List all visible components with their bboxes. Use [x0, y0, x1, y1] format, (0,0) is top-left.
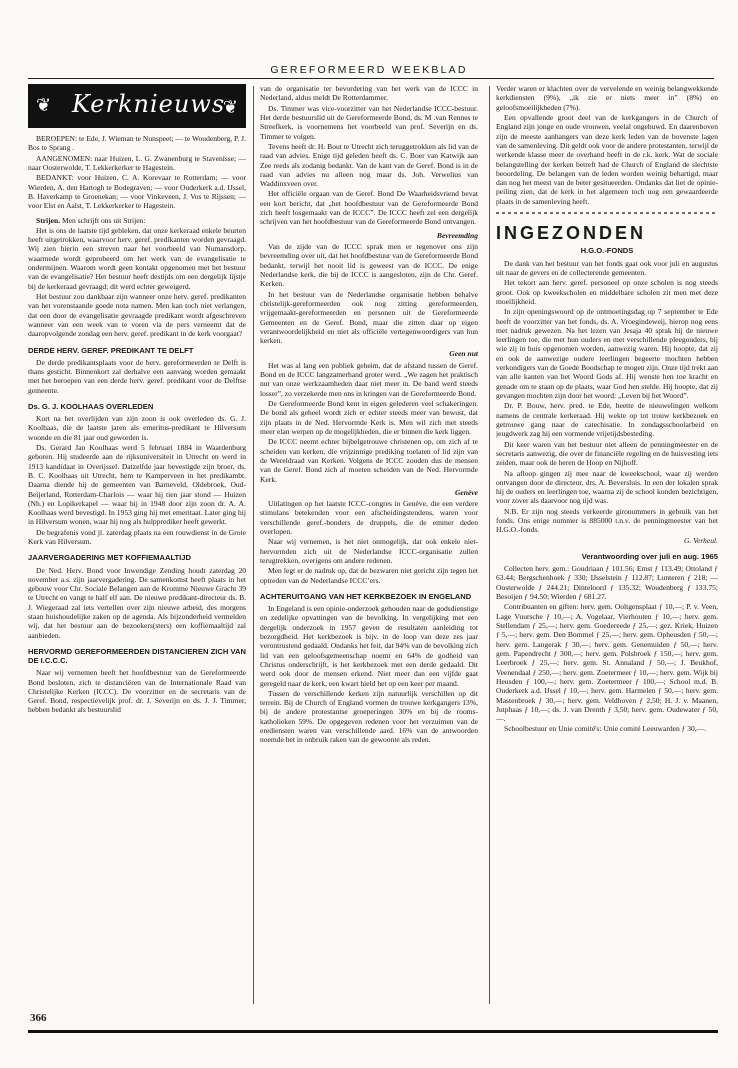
section-heading: JAARVERGADERING MET KOFFIEMAALTIJD	[28, 553, 191, 563]
paragraph	[28, 216, 246, 225]
paragraph: Tevens heeft dr. H. Bout te Utrecht zich teruggetrokken als lid van de raad van advies. Enige tijd geleden heeft ds. C. Boer van Katwijk aan Zee reeds als zodanig bedankt. Van de kant van de Geref. Bond is in de raad van advies nu alleen nog maar ds. Joh. Verwelius van Waddinxveen over.	[260, 141, 478, 189]
page-number: 366	[30, 1012, 47, 1024]
paragraph: Collecten herv. gem.: Goudriaan ƒ 101.56; Emst ƒ 113.49; Ottoland ƒ 63.44; Bergschenhoek ƒ 330; IJsselstein ƒ 112.87; Lunteren ƒ 218; — Oosterwolde ƒ 244.21; Dinteloord ƒ 135.32; Woudenberg ƒ 133.75; Besoijen ƒ 94.50; Wierden ƒ 681.27.	[496, 564, 718, 602]
paragraph: Dr. P. Bouw, herv. pred. te Ede, heette de nieuwelingen welkom namens de centrale kerkeraad. Hij wekte op tot trouw kerkbezoek en getrouwe gang naar de catechisatie. In zondagsschoolarbeid en jeugdwerk zag hij een vormende vrijetijdsbesteding.	[496, 401, 718, 439]
subheading: Geen nut	[449, 349, 478, 359]
paragraph: In Engeland is een opinie-onderzoek gehouden naar de godsdienstige en zedelijke opvattingen van de bevolking. In vergelijking met een dergelijk onderzoek in 1957 geven de resultaten aanleiding tot bezorgdheid. Het kerkbezoek is bijv. in de loop van deze zes jaar verontrustend gedaald. Ondanks het feit, dat 94% van de bevolking zich lid van een geloofsgemeenschap noemt en 64% de godheid van Christus onderschrijft, is het kerkbezoek met een derde gedaald. Dit werd ook door de mensen erkend. Niet meer dan een vijfde gaat geregeld naar de kerk, een kwart hield het op een keer per maand.	[260, 604, 478, 688]
divider	[496, 212, 718, 214]
column-3	[496, 84, 718, 1006]
masthead: GEREFORMEERD WEEKBLAD	[270, 64, 468, 76]
paragraph: BEROEPEN: te Ede, J. Wieman te Nunspeet; — te Woudenberg, P. J. Bos te Sprang .	[28, 134, 246, 153]
paragraph: De Gereformeerde Bond kent in eigen gelederen veel schakeringen. De bond als geheel wordt zich er echter steeds meer van bewust, dat zijn plaats in de Ned. Hervormde Kerk is. Men wil zich met steeds meer elan werpen op de mogelijkheden, die er binnen die kerk liggen.	[260, 399, 478, 436]
paragraph: AANGENOMEN: naar Huizen, L. G. Zwanenburg te Stavenisse; — naar Oosterwolde, T. Lekkerkerker te Hagestein.	[28, 153, 246, 172]
paragraph: In het bestuur van de Nederlandse organisatie hebben behalve christelijk-gereformeerden ook nog zitting gereformeerden, vrijgemaakt-gereformeerden en personen uit de Gereformeerde Gemeenten en de Geref. Bond, maar die zitten daar op eigen verantwoordelijkheid en niet als officiële vertegenwoordigers van hun kerken.	[260, 289, 478, 346]
section-heading: DERDE HERV. GEREF. PREDIKANT TE DELFT	[28, 345, 194, 355]
paragraph: Contribuanten en giften: herv. gem. Ooltgensplaat ƒ 10,—; P. v. Veen, Lage Vuursche ƒ 10,—; A. Vogelaar, Vierhouten ƒ 10,—; herv. gem. Stellendam ƒ 25,—; herv. gem. Goedereede ƒ 25,—; gez. Kriek, Huizen ƒ 5,—; herv. gem. Den Bommel ƒ 25,—; herv. gem. Opheusden ƒ 50,—; herv. gem. Langerak ƒ 30,—; herv. gem. Genemuiden ƒ 50,—; herv. gem. Papendrecht ƒ 300,—; herv. gem. Polsbroek ƒ 150,—; herv. gem. Leerbroek ƒ 25,—; herv. gem. St. Annaland ƒ 50,—; J. Beukhof, Veenendaal ƒ 250,—; herv. gem. Zoetermeer ƒ 10,—; herv. gem. Wijk bij Heusden ƒ 100,—; herv. gem. Zoetermeer ƒ 100,—; School m.d. B. Ouderkerk a.d. IJssel ƒ 10,—; herv. gem. Harmelen ƒ 50,—; herv. gem. Mastenbroek ƒ 30,—; herv. gem. Veldhoven ƒ 2,50; H. J. v. Maanen, Jutphaas ƒ 10,—; ds. J. van Drenth ƒ 3,50; herv. gem. Oudewater ƒ 50,—.	[496, 602, 718, 724]
column-1	[28, 84, 246, 1006]
floral-ornament-icon: ❦	[222, 97, 238, 117]
paragraph: Het officiële orgaan van de Geref. Bond De Waarheidsvriend bevat een kort bericht, dat „het hoofdbestuur van de Gereformeerde Bond zich heeft losgemaakt van de ICCC”. De ICCC heeft zel een dergelijk schrijven van het hoofdbestuur van de Gereformeerde Bond ontvangen.	[260, 189, 478, 227]
paragraph: De begrafenis vond jl. zaterdag plaats na een rouwdienst in de Grote Kerk van Hilversum.	[28, 527, 246, 547]
signature: G. Verheul.	[683, 535, 718, 545]
paragraph: Van de zijde van de ICCC sprak men er tegenover ons zijn bevreemding over uit, dat het hoofdbestuur van de Gereformeerde Bond bedankt, terwijl het nooit lid is geweest van de ICCC. De enige Nederlandse kerk, die bij de ICCC is aangesloten, zijn de Chr. Geref. Kerken.	[260, 242, 478, 289]
paragraph: Een opvallende groot deel van de kerkgangers in de Church of England zijn jonge en oude vrouwen, veelal ongehuwd. En daarenboven zijn de meeste aanhangers van deze kerk leden van de bovenste lagen van de samenleving. Dit geldt ook voor de andere protestanten, terwijl de werkende klasse meer de overhand heeft in de r.k. kerk. Wat de sociale belangstelling der kerken betreft had de Church of England de slechtste beoordeling. De belangen van de leden worden weinig behartigd, maar dan nog het meest van de beter gesitueerden. Ondanks dat liet de opinie-peiling zien, dat de kerk in het algemeen toch nog een gewaardeerde plaats in de samenleving heeft.	[496, 112, 718, 206]
paragraph: Dit keer waren van het bestuur niet alleen de penningmeester en de secretaris aanwezig, die over de financiële regeling en de huisvesting iets zeiden, maar ook de heren de Hoop en Nijhoff.	[496, 439, 718, 468]
paragraph: Men legt er de nadruk op, dat de bezwaren niet gericht zijn tegen het optreden van de Nederlandse ICCC’ers.	[260, 566, 478, 585]
paragraph: Schoolbestuur en Unie comité's: Unie comité Leeuwarden ƒ 30,—.	[504, 724, 707, 734]
paragraph-text: Men schrijft ons uit Strijen:	[62, 215, 146, 225]
paragraph: De Ned. Herv. Bond voor Inwendige Zending houdt zaterdag 20 november a.s. zijn jaarvergadering. De samenkomst heeft plaats in het gebouw voor Chr. Sociale Belangen aan de Kromme Nieuwe Gracht 39 te Utrecht en vangt te half elf aan. De nieuwe predikant-directeur ds. B. J. Wiegeraad zal iets vertellen over zijn nieuwe arbeid, des morgens staan huishoudelijke zaken op de agenda. Als bijzonderheid vermelden wij, dat het bestuur aan de bezoekers(sters) een koffiemaaltijd zal aanbieden.	[28, 565, 246, 640]
column-2	[260, 84, 478, 1006]
paragraph: van de organisatie ter bevordering van het werk van de ICCC in Nederland, aldus meldt De Rotterdammer.	[260, 84, 478, 103]
ingezonden-title: INGEZONDEN	[496, 223, 647, 244]
paragraph: Tussen de verschillende kerken zijn natuurlijk verschillen op dit terrein. Bij de Church of England vormen de trouwe kerkgangers 13%, bij de andere protestantse groeperingen 30% en bij de rooms-katholieken 59%. De opgegeven redenen voor het verzuimen van de erediensten waren van verschillende aard. 16% van de antwoorden noemde het in onbruik raken van de gewoonte als reden.	[260, 688, 478, 745]
paragraph: Het was al lang een publiek geheim, dat de afstand tussen de Geref. Bond en de ICCC langzamerhand groter werd. „We zagen het praktisch nut van onze werkzaamheden daar niet meer in. De band werd steeds losser”, zo verzekerde men ons in kringen van de Gereformeerde Bond.	[260, 360, 478, 398]
subheading: Bevreemding	[436, 230, 478, 240]
paragraph: Naar wij vernemen heeft het hoofdbestuur van de Gereformeerde Bond besloten, zich te distanciëren van de Internationale Raad van Christelijke Kerken (ICCC). De voorzitter en de secretaris van de Geref. Bond, respectievelijk prof. dr. J. Severijn en ds. J. J. Timmer, hebben bedankt als bestuurslid	[28, 668, 246, 715]
paragraph: Uitlatingen op het laatste ICCC-congres in Genève, die een verdere stimulans betekenden voor een afscheidingstendens, waren voor verschillende geref.-bonders de druppels, die de emmer deden overlopen.	[260, 499, 478, 537]
paragraph: De ICCC neemt echter bijbelgetrouwe christenen op, om zich af te scheiden van kerken, die vrijzinnige prediking toelaten of lid zijn van de Wereldraad van Kerken. Volgens de ICCC zouden dus de mensen van de Geref. Bond zich af moeten scheiden van de Ned. Hervormde Kerk.	[260, 437, 478, 484]
paragraph: Het tekort aan herv. geref. personeel op onze scholen is nog steeds groot. Ook op kweekscholen en middelbare scholen zit men met deze moeilijkheid.	[496, 278, 718, 306]
banner-title: Kerknieuws	[72, 90, 226, 118]
floral-ornament-icon: ❦	[36, 95, 52, 115]
column-separator	[489, 86, 490, 1004]
paragraph: De dank van het bestuur van het fonds gaat ook voor juli en augustus uit naar de gevers en de collecterende gemeenten.	[496, 258, 718, 277]
paragraph: Ds. Timmer was vice-voorzitter van het Nederlandse ICCC-bestuur. Het derde bestuurslid uit de Gereformeerde Bond, ds. M .van Rennes te Streefkerk, is voornemens het voorbeeld van prof. Severijn en ds. Timmer te volgen.	[260, 103, 478, 141]
paragraph: Na afloop gingen zij mee naar de kweekschool, waar zij werden ontvangen door de directeur, drs. A. Beversluis. In een der lokalen sprak hij de ouders en leerlingen toe, waarna zij de school konden bezichtigen, voor zover als daarvoor nog tijd was.	[496, 468, 718, 506]
paragraph: N.B. Er zijn nog steeds verkeerde gironummers in gebruik van het fonds. Ons enige nummer is 885000 t.n.v. de penningmeester van het H.G.O.-fonds.	[496, 506, 718, 535]
paragraph: Kort na het overlijden van zijn zoon is ook overleden ds. G. J. Koolhaas, die de laatste jaren als emeritus-predikant te Hilversum woonde en die 81 jaar oud geworden is.	[28, 414, 246, 442]
section-heading: ACHTERUITGANG VAN HET KERKBEZOEK IN ENGELAND	[260, 591, 472, 601]
bottom-rule	[28, 1030, 718, 1033]
paragraph: De derde predikantsplaats voor de herv. gereformeerden te Delft is thans gesticht. Binnenkort zal derhalve een aanvang worden gemaakt met het beroepen van een derde herv. geref. predikant voor de Delftse gemeente.	[28, 357, 246, 395]
column-separator	[253, 86, 254, 1004]
paragraph: In zijn openingswoord op de ontmoetingsdag op 7 september te Ede heeft de voorzitter van het fonds, ds. A. Vroegindeweij, hierop nog eens met nadruk gewezen. Na het lezen van Jesaja 40 sprak hij de nieuwe leerlingen toe, die met hun ouders en met verschillende pleegouders, bij wie zij in huis opgenomen worden, aanwezig waren. Hij hoopte, dat zij en ook de aanwezige oudere leerlingen begeerte mochten hebben verkondigers van de Goede Boodschap te mogen zijn. Onze tijd trekt aan van alle kanten van het Woord Gods af. Hij wenste hen toe kracht en genade om te staan op de plaats, waar God hen stelde. Hij hoopte, dat zij gevangen mochten zijn door het woord: „Leven bij het Woord”.	[496, 307, 718, 401]
kerknieuws-banner	[28, 84, 246, 128]
strijen-heading: Strijen.	[36, 215, 61, 225]
paragraph: Naar wij vernemen, is het niet onmogelijk, dat ook enkele niet-hervormden zich uit de Nederlandse ICCC-organisatie zullen terugtrekken, overigens om andere redenen.	[260, 537, 478, 565]
section-heading: HERVORMD GEREFORMEERDEN DISTANCIEREN ZICH VAN DE I.C.C.C.	[28, 647, 246, 666]
paragraph: Het bestuur zou dankbaar zijn wanneer onze herv. geref. predikanten van het vorenstaande goede nota namen. Men kan toch niet verlangen, dat een door de evangelisatie gevraagde predikant wordt afgeschreven wanneer van een week van te voren via de pers verneemt dat de daaropvolgende zondag een herv. geref. predikant in de kerk voorgaat?	[28, 292, 246, 339]
top-rule	[28, 78, 714, 79]
paragraph: BEDANKT: voor Huizen, C. A. Korevaar te Rotterdam; — voor Wierden, A. den Hartogh te Bodegraven; — voor Ouderkerk a.d. IJssel, B. Haverkamp te Groenekan; — voor Vinkeveen, J. Vos te Rijssen; — voor Elst en Aalst, T. Lekkerkerker te Hagestein.	[28, 173, 246, 211]
paragraph: Verder waren er klachten over de vervelende en weinig belangwekkende kerkdiensten (9%), „ik zie er niets meer in” (8%) en geloofsmoeilijkheden (7%).	[496, 84, 718, 112]
subheading: Genève	[454, 487, 478, 497]
section-heading: Verantwoording over juli en aug. 1965	[581, 552, 718, 562]
section-subtitle: H.G.O.-FONDS	[580, 246, 634, 256]
section-heading: Ds. G. J. KOOLHAAS OVERLEDEN	[28, 401, 154, 411]
paragraph: Ds. Gerard Jan Koolhaas werd 5 februari 1884 in Waardenburg geboren. Hij studeerde aan de rijksuniversiteit in Utrecht en werd in 1913 kandidaat in Overijssel. Datzelfde jaar bevestigde zijn broer, ds. B. C. Koolhaas uit Utrecht, hem te Kamperveen in het predikambt. Daarna diende hij de gemeenten van Barneveld, Oldebroek, Oud-Beijerland, Rotterdam-Charlois — waar hij tien jaar stond — Huizen (Nh.) en Lopikerkapel — waar hij in 1948 door zijn zoon dr. A. A. Koolhaas werd bevestigd. In 1953 ging hij met emeritaat. Later ging hij in Hilversum wonen, waar hij nog als hulpprediker heeft gewerkt.	[28, 442, 246, 527]
paragraph: Het is ons de laatste tijd gebleken, dat onze kerkeraad enkele beurten heeft uitgetrokken, waarvoor herv. geref. predikanten worden gevraagd. Wij zien hierin een streven naar het voorbeeld van Numansdorp, waarmede wordt geprobeerd om het werk van de evangelisatie te ondermijnen. Waarom wordt geen kontakt opgenomen met het bestuur van de evangelisatie? Het bestuur heeft destijds om een dergelijk lijstje bij de kerkeraad gevraagd; dit werd echter geweigerd.	[28, 225, 246, 291]
